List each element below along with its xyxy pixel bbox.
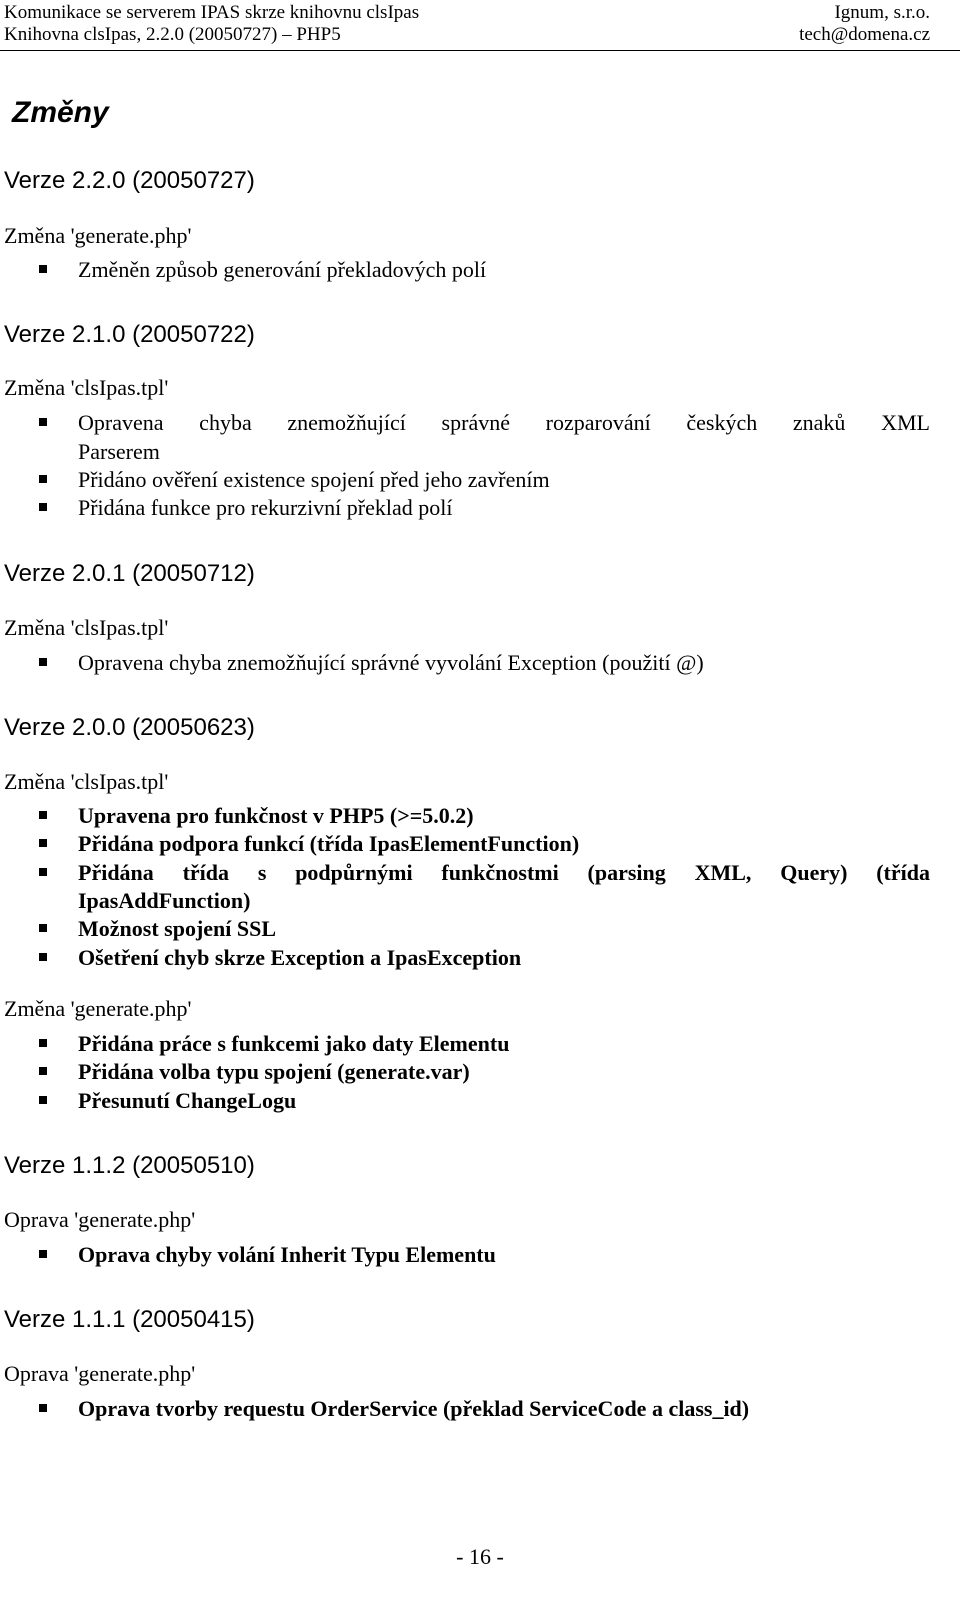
change-heading: Změna 'clsIpas.tpl'	[4, 375, 169, 400]
change-heading: Změna 'clsIpas.tpl'	[4, 615, 169, 640]
header-title: Komunikace se serverem IPAS skrze knihovnu clsIpas	[4, 2, 420, 23]
bullet-icon	[39, 1067, 47, 1075]
bullet-icon	[39, 839, 47, 847]
bullet-icon	[39, 475, 47, 483]
bullet-icon	[39, 658, 47, 666]
list-item-text: Změněn způsob generování překladových polí	[78, 257, 487, 282]
change-heading: Oprava 'generate.php'	[4, 1361, 196, 1386]
bullet-icon	[39, 1250, 47, 1258]
list-item-text: Přidána práce s funkcemi jako daty Elementu	[78, 1031, 510, 1056]
bullet-icon	[39, 265, 47, 273]
version-heading: Verze 1.1.1 (20050415)	[4, 1306, 255, 1333]
list-item-text: Opravena chyba znemožňující správné vyvolání Exception (použití @)	[78, 650, 704, 675]
change-heading: Oprava 'generate.php'	[4, 1207, 196, 1232]
change-heading: Změna 'generate.php'	[4, 996, 192, 1021]
list-item-text: Ošetření chyb skrze Exception a IpasException	[78, 945, 522, 970]
change-heading: Změna 'clsIpas.tpl'	[4, 769, 169, 794]
list-item-text: Opravena chyba znemožňující správné rozparování českých znaků XML	[78, 410, 930, 435]
header-company: Ignum, s.r.o.	[834, 2, 930, 23]
header-subtitle: Knihovna clsIpas, 2.2.0 (20050727) – PHP5	[4, 24, 341, 45]
list-item-text: Přidáno ověření existence spojení před jeho zavřením	[78, 467, 550, 492]
list-item-text: IpasAddFunction)	[78, 888, 251, 913]
bullet-icon	[39, 1404, 47, 1412]
change-heading: Změna 'generate.php'	[4, 223, 192, 248]
bullet-icon	[39, 811, 47, 819]
header-email: tech@domena.cz	[799, 24, 930, 45]
list-item-text: Parserem	[78, 439, 160, 464]
list-item-text: Přidána funkce pro rekurzivní překlad polí	[78, 495, 453, 520]
version-heading: Verze 2.2.0 (20050727)	[4, 167, 255, 194]
bullet-icon	[39, 1039, 47, 1047]
list-item-text: Upravena pro funkčnost v PHP5 (>=5.0.2)	[78, 803, 474, 828]
bullet-icon	[39, 924, 47, 932]
version-heading: Verze 2.1.0 (20050722)	[4, 321, 255, 348]
list-item-text: Přidána podpora funkcí (třída IpasElementFunction)	[78, 831, 580, 856]
list-item-text: Přidána třída s podpůrnými funkčnostmi (parsing XML, Query) (třída	[78, 860, 930, 885]
list-item-text: Oprava tvorby requestu OrderService (překlad ServiceCode a class_id)	[78, 1396, 750, 1421]
version-heading: Verze 1.1.2 (20050510)	[4, 1152, 255, 1179]
list-item-text: Oprava chyby volání Inherit Typu Elementu	[78, 1242, 496, 1267]
version-heading: Verze 2.0.0 (20050623)	[4, 714, 255, 741]
bullet-icon	[39, 503, 47, 511]
page-number: - 16 -	[456, 1544, 504, 1569]
header-divider	[0, 50, 960, 51]
list-item-text: Možnost spojení SSL	[78, 916, 277, 941]
bullet-icon	[39, 418, 47, 426]
bullet-icon	[39, 1096, 47, 1104]
chapter-title: Změny	[12, 96, 109, 129]
list-item-text: Přidána volba typu spojení (generate.var)	[78, 1059, 470, 1084]
version-heading: Verze 2.0.1 (20050712)	[4, 560, 255, 587]
bullet-icon	[39, 868, 47, 876]
bullet-icon	[39, 953, 47, 961]
list-item-text: Přesunutí ChangeLogu	[78, 1088, 297, 1113]
